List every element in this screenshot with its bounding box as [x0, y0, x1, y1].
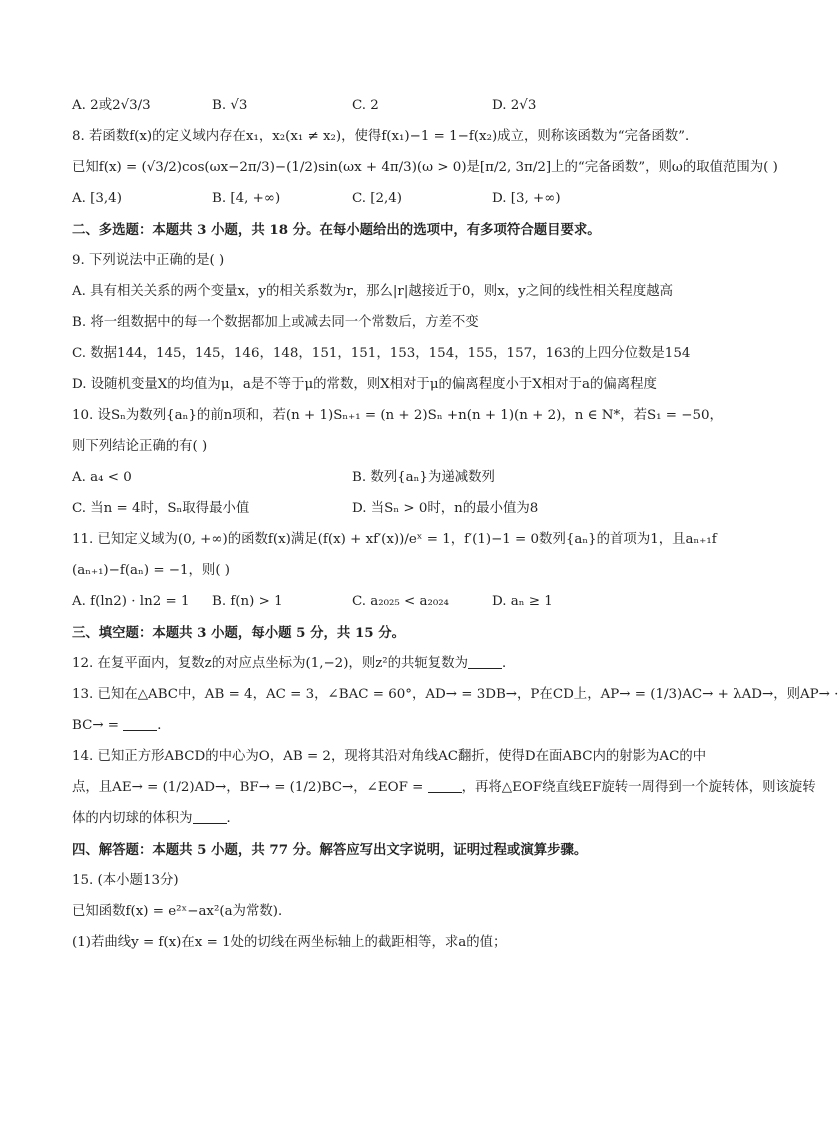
- q10-option-b: B. 数列{aₙ}为递减数列: [352, 470, 495, 485]
- q8-option-d: D. [3, +∞): [492, 191, 561, 206]
- q8-stem-line1: 8. 若函数f(x)的定义域内存在x₁，x₂(x₁ ≠ x₂)，使得f(x₁)−1 = 1−f(x₂)成立，则称该函数为“完备函数”．: [72, 129, 699, 144]
- q14-line3-text: 体的内切球的体积为: [72, 811, 193, 826]
- q11-stem-line1: 11. 已知定义域为(0, +∞)的函数f(x)满足(f(x) + xf′(x))/eˣ = 1，f′(1)−1 = 0数列{aₙ}的首项为1，且aₙ₊₁f: [72, 532, 717, 547]
- q15-part1: (1)若曲线y = f(x)在x = 1处的切线在两坐标轴上的截距相等，求a的值；: [72, 935, 507, 950]
- q9-option-a: A. 具有相关关系的两个变量x，y的相关系数为r，那么|r|越接近于0，则x，y之间的线性相关程度越高: [72, 284, 673, 299]
- q13-line2: [72, 716, 722, 736]
- q14-period: ．: [226, 811, 240, 826]
- q7-option-d: D. 2√3: [492, 98, 537, 113]
- q15-title: 15. (本小题13分): [72, 873, 179, 888]
- q7-options: [72, 96, 722, 116]
- q8-option-c: C. [2,4): [352, 191, 403, 206]
- q14-line2a: 点，且AE→ = (1/2)AD→，BF→ = (1/2)BC→，∠EOF =: [72, 780, 424, 795]
- section-heading-multi-choice: 二、多选题：本题共 3 小题，共 18 分。在每小题给出的选项中，有多项符合题目要求。: [72, 222, 601, 238]
- q10-option-d: D. 当Sₙ > 0时，n的最小值为8: [352, 501, 539, 516]
- q9-option-d: D. 设随机变量X的均值为μ，a是不等于μ的常数，则X相对于μ的偏离程度小于X相对于a的偏离程度: [72, 377, 657, 392]
- q14-line2b: ，再将△EOF绕直线EF旋转一周得到一个旋转体，则该旋转: [461, 780, 816, 795]
- q14-line2: [72, 778, 816, 798]
- q8-option-b: B. [4, +∞): [212, 191, 281, 206]
- q10-options-row2: [72, 499, 722, 519]
- q8-options: [72, 189, 722, 209]
- q9-stem: 9. 下列说法中正确的是( ): [72, 253, 225, 268]
- q12-period: ．: [501, 656, 516, 671]
- q14-answer-blank-2: [193, 810, 227, 824]
- q13-answer-blank: [123, 717, 157, 731]
- q7-option-c: C. 2: [352, 98, 379, 113]
- q11-option-b: B. f(n) > 1: [212, 594, 283, 609]
- section-heading-fill-blank: 三、填空题：本题共 3 小题，每小题 5 分，共 15 分。: [72, 625, 406, 641]
- q12-answer-blank: [468, 655, 502, 669]
- q8-option-a: A. [3,4): [72, 191, 122, 206]
- q11-option-c: C. a₂₀₂₅ < a₂₀₂₄: [352, 594, 449, 609]
- q13-line1: 13. 已知在△ABC中，AB = 4，AC = 3，∠BAC = 60°，AD→ = 3DB→，P在CD上，AP→ = (1/3)AC→ + λAD→，则AP→ ·: [72, 687, 838, 702]
- q14-line3: [72, 809, 722, 829]
- q14-answer-blank-1: [428, 779, 462, 793]
- q10-option-c: C. 当n = 4时，Sₙ取得最小值: [72, 501, 250, 516]
- q10-options-row1: [72, 468, 722, 488]
- section-heading-solutions: 四、解答题：本题共 5 小题，共 77 分。解答应写出文字说明，证明过程或演算步骤。: [72, 842, 588, 858]
- q11-option-a: A. f(ln2) · ln2 = 1: [72, 594, 190, 609]
- q13-period: ．: [157, 718, 171, 733]
- q9-option-c: C. 数据144，145，145，146，148，151，151，153，154，155，157，163的上四分位数是154: [72, 346, 691, 361]
- q7-option-a: A. 2或2√3/3: [72, 98, 151, 113]
- q10-stem-line1: 10. 设Sₙ为数列{aₙ}的前n项和，若(n + 1)Sₙ₊₁ = (n + 2)Sₙ +n(n + 1)(n + 2)，n ∈ N*，若S₁ = −50，: [72, 408, 723, 423]
- q10-option-a: A. a₄ < 0: [72, 470, 132, 485]
- q9-option-b: B. 将一组数据中的每一个数据都加上或减去同一个常数后，方差不变: [72, 315, 479, 330]
- q11-option-d: D. aₙ ≥ 1: [492, 594, 553, 609]
- q15-stem: 已知函数f(x) = e²ˣ−ax²(a为常数)．: [72, 904, 292, 919]
- q12-text: 12. 在复平面内，复数z的对应点坐标为(1,−2)，则z²的共轭复数为: [72, 656, 468, 671]
- q8-stem-line2: 已知f(x) = (√3/2)cos(ωx−2π/3)−(1/2)sin(ωx + 4π/3)(ω > 0)是[π/2, 3π/2]上的“完备函数”，则ω的取值范围为( ): [72, 160, 778, 175]
- q10-stem-line2: 则下列结论正确的有( ): [72, 439, 208, 454]
- q13-line2-text: BC→ =: [72, 718, 120, 733]
- q7-option-b: B. √3: [212, 98, 248, 113]
- q11-stem-line2: (aₙ₊₁)−f(aₙ) = −1，则( ): [72, 563, 231, 578]
- q14-line1: 14. 已知正方形ABCD的中心为O，AB = 2，现将其沿对角线AC翻折，使得D在面ABC内的射影为AC的中: [72, 749, 707, 764]
- q12: [72, 654, 722, 674]
- q11-options: [72, 592, 722, 612]
